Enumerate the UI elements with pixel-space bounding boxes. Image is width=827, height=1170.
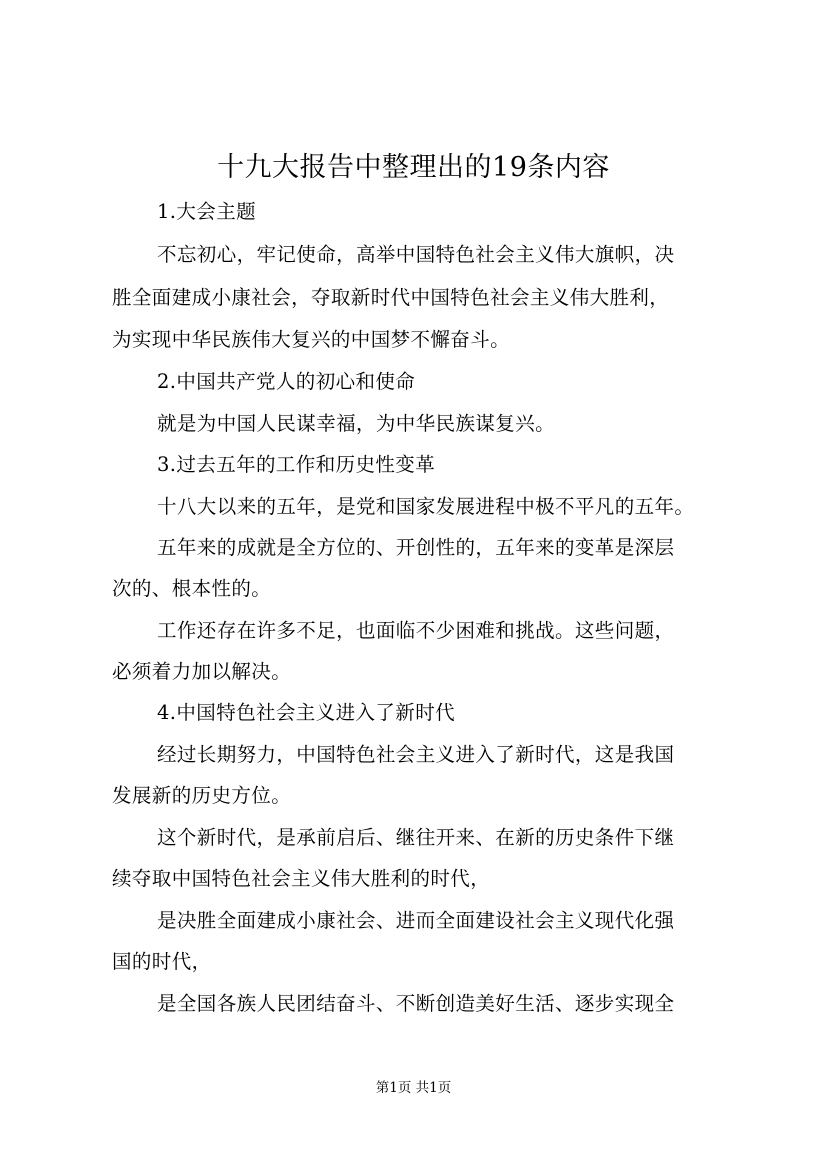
paragraph-line: 这个新时代，是承前启后、继往开来、在新的历史条件下继 — [157, 826, 675, 849]
paragraph-line: 次的、根本性的。 — [112, 577, 272, 600]
page-footer: 第1页 共1页 — [375, 1080, 452, 1096]
paragraph-line: 发展新的历史方位。 — [112, 784, 292, 807]
section-heading-4: 4.中国特色社会主义进入了新时代 — [157, 701, 456, 724]
paragraph-line: 五年来的成就是全方位的、开创性的，五年来的变革是深层 — [157, 536, 675, 559]
document-title: 十九大报告中整理出的19条内容 — [217, 152, 610, 183]
paragraph-line: 国的时代， — [112, 950, 212, 973]
paragraph-line: 是全国各族人民团结奋斗、不断创造美好生活、逐步实现全 — [157, 992, 675, 1015]
paragraph-line: 为实现中华民族伟大复兴的中国梦不懈奋斗。 — [112, 328, 511, 351]
paragraph-line: 经过长期努力，中国特色社会主义进入了新时代，这是我国 — [157, 743, 675, 766]
paragraph-line: 就是为中国人民谋幸福，为中华民族谋复兴。 — [157, 412, 556, 435]
section-heading-3: 3.过去五年的工作和历史性变革 — [157, 453, 436, 476]
paragraph-line: 必须着力加以解决。 — [112, 660, 292, 683]
paragraph-line: 是决胜全面建成小康社会、进而全面建设社会主义现代化强 — [157, 909, 675, 932]
section-heading-2: 2.中国共产党人的初心和使命 — [157, 370, 416, 393]
paragraph-line: 不忘初心，牢记使命，高举中国特色社会主义伟大旗帜，决 — [157, 243, 675, 266]
section-heading-1: 1.大会主题 — [157, 200, 257, 223]
paragraph-line: 续夺取中国特色社会主义伟大胜利的时代， — [112, 867, 491, 890]
paragraph-line: 工作还存在许多不足，也面临不少困难和挑战。这些问题， — [157, 619, 675, 642]
paragraph-line: 十八大以来的五年，是党和国家发展进程中极不平凡的五年。 — [157, 495, 695, 518]
paragraph-line: 胜全面建成小康社会，夺取新时代中国特色社会主义伟大胜利， — [112, 286, 670, 309]
